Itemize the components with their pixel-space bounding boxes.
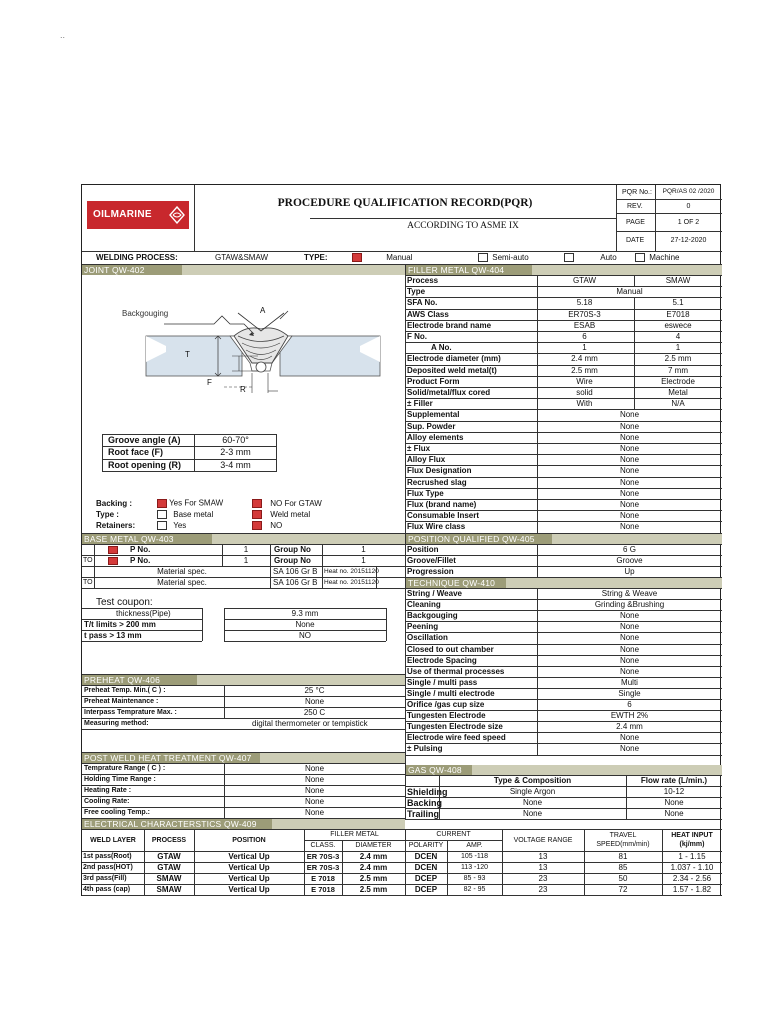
technique-row-value: EWTH 2% bbox=[610, 711, 649, 721]
date-value: 27-12-2020 bbox=[670, 237, 707, 244]
filler-row-label: ± Flux bbox=[407, 444, 431, 453]
interpass-temp-value: 250 C bbox=[303, 708, 326, 717]
preheat-maintenance-label: Preheat Maintenance : bbox=[84, 698, 159, 705]
filler-row-value: None bbox=[619, 444, 640, 453]
technique-row-label: ± Pulsing bbox=[407, 744, 443, 754]
position-section-header: POSITION QUALIFIED QW-405 bbox=[406, 534, 552, 544]
filler-row-gtaw: solid bbox=[576, 388, 593, 397]
voltage-cell: 23 bbox=[538, 874, 548, 883]
backing-label: Backing : bbox=[96, 499, 133, 508]
test-coupon-title: Test coupon: bbox=[96, 597, 153, 608]
filler-row-label: Sup. Powder bbox=[407, 421, 456, 431]
to-label-1: TO bbox=[83, 557, 93, 564]
technique-row-label: Oscillation bbox=[407, 633, 448, 643]
position-row-value: Groove bbox=[616, 556, 643, 565]
diameter-header: DIAMETER bbox=[355, 842, 392, 849]
logo-text: OILMARINE bbox=[93, 209, 152, 220]
pqr-document bbox=[81, 184, 721, 896]
technique-row-value: None bbox=[619, 622, 640, 632]
gas-backing-label: Backing bbox=[407, 798, 443, 808]
position-cell: Vertical Up bbox=[228, 874, 270, 883]
technique-row-value: Single bbox=[618, 688, 641, 698]
groove-angle-value: 60-70° bbox=[222, 435, 249, 445]
root-opening-value: 3-4 mm bbox=[220, 460, 251, 470]
class-cell: ER 70S-3 bbox=[306, 863, 340, 872]
heat-no-1: Heat no. 20151120 bbox=[324, 568, 379, 575]
filler-row-smaw: Metal bbox=[668, 388, 688, 397]
holding-time-label: Holding Time Range : bbox=[84, 776, 156, 783]
filler-row-label: Recrushed slag bbox=[407, 477, 467, 487]
root-face-label: Root face (F) bbox=[108, 447, 163, 457]
filler-row-smaw: 4 bbox=[675, 332, 681, 341]
unchecked-box-icon bbox=[157, 510, 167, 519]
filler-row-value: None bbox=[619, 500, 640, 509]
voltage-header: VOLTAGE RANGE bbox=[513, 837, 573, 844]
gas-backing-type: None bbox=[522, 798, 543, 807]
process-cell: GTAW bbox=[157, 863, 181, 872]
filler-row-smaw: Electrode bbox=[661, 376, 695, 386]
unchecked-box-icon bbox=[157, 521, 167, 530]
filler-row-gtaw: 2.5 mm bbox=[571, 365, 598, 375]
p-no-checked-icon bbox=[108, 557, 118, 565]
electrical-section-header: ELECTRICAL CHARACTERSTICS QW-409 bbox=[82, 819, 272, 829]
filler-row-label: AWS Class bbox=[407, 309, 449, 319]
document-title: PROCEDURE QUALIFICATION RECORD(PQR) bbox=[277, 197, 533, 209]
technique-row-value: Grinding &Brushing bbox=[594, 600, 665, 610]
p-no-value-2: 1 bbox=[243, 556, 249, 565]
filler-row-gtaw: 2.4 mm bbox=[571, 354, 598, 364]
filler-row-label: Electrode diameter (mm) bbox=[407, 354, 501, 364]
technique-row-value: None bbox=[619, 733, 640, 743]
position-header: POSITION bbox=[232, 837, 266, 844]
p-no-label-1: P No. bbox=[130, 545, 151, 554]
filler-row-label: Electrode brand name bbox=[407, 320, 492, 330]
technique-row-value: None bbox=[619, 611, 640, 621]
preheat-temp-label: Preheat Temp. Min.( C ) : bbox=[84, 687, 166, 694]
position-row-label: Progression bbox=[407, 567, 454, 576]
filler-row-label: Supplemental bbox=[407, 410, 460, 420]
preheat-maintenance-value: None bbox=[304, 697, 325, 706]
filler-row-label: Flux Type bbox=[407, 488, 444, 498]
technique-row-value: 2.4 mm bbox=[616, 722, 643, 732]
coupon-limits-label: T/t limits > 200 mm bbox=[84, 620, 156, 629]
material-spec-label-1: Material spec. bbox=[157, 567, 207, 576]
free-cooling-label: Free cooling Temp.: bbox=[84, 809, 150, 816]
position-row-value: 6 G bbox=[623, 545, 636, 554]
filler-row-gtaw: Wire bbox=[576, 376, 593, 386]
voltage-cell: 23 bbox=[538, 885, 548, 894]
type-machine[interactable]: Machine bbox=[635, 253, 679, 262]
filler-row-value: None bbox=[619, 432, 640, 442]
position-row-value: Up bbox=[624, 567, 635, 576]
welding-process-label: WELDING PROCESS: bbox=[96, 253, 178, 262]
filler-row-label: ± Filler bbox=[407, 399, 433, 409]
rev-label: REV. bbox=[627, 203, 643, 210]
pqr-no-value: PQR/AS 02 /2020 bbox=[662, 188, 715, 195]
page-value: 1 OF 2 bbox=[677, 219, 700, 226]
filler-row-label: Flux Wire class bbox=[407, 522, 466, 532]
filler-row-smaw: SMAW bbox=[665, 276, 691, 285]
joint-section-header: JOINT QW-402 bbox=[82, 265, 182, 275]
p-no-value-1: 1 bbox=[243, 545, 249, 554]
retainers-no[interactable]: NO bbox=[252, 521, 282, 530]
filler-row-value: None bbox=[619, 410, 640, 420]
pwht-temp-range-label: Temprature Range ( C ) : bbox=[84, 765, 166, 772]
travel-cell: 72 bbox=[618, 885, 628, 894]
process-header: PROCESS bbox=[151, 837, 187, 844]
travel-speed-header: SPEED(mm/min) bbox=[596, 841, 650, 848]
heat-no-2: Heat no. 20151120 bbox=[324, 579, 379, 586]
technique-row-value: None bbox=[619, 655, 640, 665]
filler-row-label: A No. bbox=[431, 343, 452, 353]
position-row-label: Groove/Fillet bbox=[407, 556, 456, 565]
travel-cell: 50 bbox=[618, 874, 628, 883]
unchecked-box-icon bbox=[635, 253, 645, 262]
filler-row-gtaw: With bbox=[576, 399, 593, 409]
filler-row-label: Consumable Insert bbox=[407, 511, 480, 521]
filler-row-value: None bbox=[619, 522, 640, 532]
filler-row-label: Alloy Flux bbox=[407, 455, 446, 465]
position-row-label: Position bbox=[407, 545, 439, 554]
material-spec-value-2: SA 106 Gr B bbox=[273, 578, 318, 587]
filler-row-gtaw: 6 bbox=[582, 332, 587, 341]
diameter-cell: 2.4 mm bbox=[359, 863, 388, 872]
retainers-yes[interactable]: Yes bbox=[157, 521, 186, 530]
material-spec-value-1: SA 106 Gr B bbox=[273, 567, 318, 576]
checked-box-icon bbox=[157, 499, 167, 508]
amp-cell: 105 -118 bbox=[460, 853, 489, 860]
technique-row-label: Backgouging bbox=[407, 611, 458, 621]
technique-row-value: 6 bbox=[627, 700, 632, 709]
technique-row-label: Cleaning bbox=[407, 600, 441, 610]
filler-row-label: Alloy elements bbox=[407, 432, 464, 442]
pwht-temp-range-value: None bbox=[304, 764, 325, 773]
filler-metal-header: FILLER METAL bbox=[330, 831, 379, 838]
cooling-rate-value: None bbox=[304, 797, 325, 806]
filler-row-smaw: 1 bbox=[675, 343, 681, 353]
technique-row-label: Closed to out chamber bbox=[407, 644, 494, 654]
process-cell: SMAW bbox=[156, 885, 182, 894]
margin-mark: .. bbox=[60, 30, 66, 40]
logo-emblem-icon bbox=[169, 206, 185, 224]
coupon-tpass-label: t pass > 13 mm bbox=[84, 631, 142, 640]
checked-box-icon bbox=[252, 499, 262, 508]
position-cell: Vertical Up bbox=[228, 885, 270, 894]
to-label-2: TO bbox=[83, 579, 93, 586]
technique-row-value: None bbox=[619, 644, 640, 654]
amp-cell: 113 -120 bbox=[460, 864, 489, 871]
filler-row-smaw: 7 mm bbox=[668, 365, 688, 375]
technique-row-label: Single / multi electrode bbox=[407, 688, 495, 698]
filler-row-gtaw: 5.18 bbox=[576, 298, 593, 308]
filler-row-smaw: E7018 bbox=[666, 309, 690, 319]
filler-row-value: None bbox=[619, 488, 640, 498]
preheat-temp-value: 25 °C bbox=[304, 686, 325, 695]
base-metal-section-header: BASE METAL QW-403 bbox=[82, 534, 212, 544]
p-no-checked-icon bbox=[108, 546, 118, 554]
technique-row-label: String / Weave bbox=[407, 589, 462, 598]
measuring-method-label: Measuring method: bbox=[84, 720, 149, 727]
filler-row-smaw: 5.1 bbox=[672, 298, 684, 308]
filler-row-gtaw: 1 bbox=[582, 343, 587, 353]
polarity-cell: DCEP bbox=[414, 885, 438, 894]
technique-row-label: Use of thermal processes bbox=[407, 666, 505, 676]
gas-trailing-label: Trailing bbox=[407, 809, 440, 819]
filler-row-gtaw: GTAW bbox=[572, 276, 597, 285]
amp-cell: 82 - 95 bbox=[463, 886, 486, 893]
heat-input-unit-header: (kj/mm) bbox=[679, 841, 705, 848]
polarity-cell: DCEN bbox=[414, 852, 438, 861]
checked-box-icon bbox=[252, 510, 262, 519]
page-label: PAGE bbox=[626, 219, 645, 226]
filler-row-label: SFA No. bbox=[407, 298, 438, 308]
group-no-label-2: Group No bbox=[274, 556, 311, 565]
coupon-thickness-value: 9.3 mm bbox=[291, 609, 319, 618]
voltage-cell: 13 bbox=[538, 852, 548, 861]
dim-a-label: A bbox=[260, 306, 266, 315]
p-no-label-2: P No. bbox=[130, 556, 151, 565]
dim-t-label: T bbox=[185, 350, 190, 359]
heat-input-cell: 1.037 - 1.10 bbox=[670, 863, 714, 872]
type-base-metal[interactable]: Base metal bbox=[157, 510, 213, 519]
filler-row-label: Flux (brand name) bbox=[407, 500, 477, 509]
heat-input-cell: 2.34 - 2.56 bbox=[672, 874, 712, 883]
filler-row-smaw: N/A bbox=[671, 399, 685, 409]
filler-row-smaw: eswece bbox=[664, 320, 692, 330]
class-cell: E 7018 bbox=[311, 874, 335, 883]
gas-shielding-flow: 10-12 bbox=[663, 787, 685, 796]
filler-row-value: None bbox=[619, 455, 640, 465]
unchecked-box-icon bbox=[564, 253, 574, 262]
class-cell: E 7018 bbox=[311, 885, 335, 894]
filler-row-value: None bbox=[619, 421, 640, 431]
amp-header: AMP. bbox=[466, 842, 483, 849]
type-semi-auto[interactable]: Semi-auto bbox=[478, 253, 529, 262]
backing-yes-smaw[interactable]: Yes For SMAW bbox=[157, 499, 223, 508]
polarity-cell: DCEP bbox=[414, 874, 438, 883]
coupon-tpass-value: NO bbox=[299, 631, 311, 640]
dim-r-label: R bbox=[240, 385, 246, 394]
company-logo bbox=[87, 201, 189, 229]
polarity-header: POLARITY bbox=[408, 842, 444, 849]
position-cell: Vertical Up bbox=[228, 852, 270, 861]
filler-metal-section-header: FILLER METAL QW-404 bbox=[406, 265, 532, 275]
root-face-value: 2-3 mm bbox=[220, 447, 251, 457]
checked-box-icon bbox=[352, 253, 362, 262]
cooling-rate-label: Cooling Rate: bbox=[84, 798, 130, 805]
checked-box-icon bbox=[252, 521, 262, 530]
gas-shielding-type: Single Argon bbox=[509, 787, 556, 796]
pwht-section-header: POST WELD HEAT TREATMENT QW-407 bbox=[82, 753, 260, 763]
filler-row-label: Solid/metal/flux cored bbox=[407, 388, 491, 397]
measuring-method-value: digital thermometer or tempistick bbox=[252, 719, 368, 728]
diameter-cell: 2.4 mm bbox=[359, 852, 388, 861]
heat-input-header: HEAT INPUT bbox=[671, 832, 713, 839]
technique-row-label: Orifice /gas cup size bbox=[407, 700, 485, 709]
gas-shielding-label: Shielding bbox=[407, 787, 448, 797]
technique-row-label: Single / multi pass bbox=[407, 677, 478, 687]
backing-no-gtaw[interactable]: NO For GTAW bbox=[252, 499, 322, 508]
type-manual[interactable]: Manual bbox=[352, 253, 412, 262]
group-no-value-1: 1 bbox=[361, 545, 366, 554]
process-cell: GTAW bbox=[157, 852, 181, 861]
diameter-cell: 2.5 mm bbox=[359, 885, 388, 894]
material-spec-label-2: Material spec. bbox=[157, 578, 207, 587]
welding-process-value: GTAW&SMAW bbox=[215, 253, 269, 262]
weld-layer-cell: 4th pass (cap) bbox=[83, 886, 131, 893]
gas-type-header: Type & Composition bbox=[493, 776, 572, 785]
unchecked-box-icon bbox=[478, 253, 488, 262]
filler-row-gtaw: ER70S-3 bbox=[568, 309, 601, 319]
pqr-no-label: PQR No.: bbox=[622, 189, 652, 196]
travel-cell: 81 bbox=[618, 852, 628, 861]
heat-input-cell: 1.57 - 1.82 bbox=[672, 885, 712, 894]
interpass-temp-label: Interpass Temprature Max. : bbox=[84, 709, 177, 716]
gas-section-header: GAS QW-408 bbox=[406, 765, 472, 775]
heat-input-cell: 1 - 1.15 bbox=[678, 852, 706, 861]
technique-row-label: Tungesten Electrode size bbox=[407, 722, 503, 732]
type-weld-metal[interactable]: Weld metal bbox=[252, 510, 310, 519]
weld-layer-cell: 1st pass(Root) bbox=[83, 853, 132, 860]
gas-flow-header: Flow rate (L/min.) bbox=[640, 776, 708, 785]
filler-row-label: Flux Designation bbox=[407, 466, 472, 476]
technique-row-label: Tungesten Electrode bbox=[407, 711, 486, 721]
technique-row-value: None bbox=[619, 744, 640, 754]
filler-row-label: Type bbox=[407, 287, 426, 297]
root-opening-label: Root opening (R) bbox=[108, 460, 181, 470]
position-cell: Vertical Up bbox=[228, 863, 270, 872]
retainers-label: Retainers: bbox=[96, 521, 136, 530]
type-label: TYPE: bbox=[304, 253, 328, 262]
filler-row-value: None bbox=[619, 511, 640, 521]
amp-cell: 85 - 93 bbox=[463, 875, 486, 882]
coupon-thickness-label: thickness(Pipe) bbox=[116, 609, 171, 618]
filler-row-value: None bbox=[619, 466, 640, 476]
group-no-value-2: 1 bbox=[361, 556, 366, 565]
filler-row-value: None bbox=[619, 477, 640, 487]
technique-section-header: TECHNIQUE QW-410 bbox=[406, 578, 506, 588]
groove-angle-label: Groove angle (A) bbox=[108, 435, 181, 445]
polarity-cell: DCEN bbox=[414, 863, 438, 872]
group-no-label-1: Group No bbox=[274, 545, 311, 554]
current-header: CURRENT bbox=[436, 831, 471, 838]
weld-layer-cell: 3rd pass(Fill) bbox=[83, 875, 127, 882]
diameter-cell: 2.5 mm bbox=[359, 874, 388, 883]
filler-row-value: Manual bbox=[616, 287, 643, 297]
rev-value: 0 bbox=[686, 203, 691, 210]
technique-row-value: None bbox=[619, 633, 640, 643]
filler-row-label: Deposited weld metal(t) bbox=[407, 365, 497, 375]
technique-row-label: Electrode Spacing bbox=[407, 655, 477, 665]
weld-layer-header: WELD LAYER bbox=[90, 837, 136, 844]
class-header: CLASS. bbox=[310, 842, 336, 849]
type-auto[interactable]: Auto bbox=[564, 253, 617, 262]
gas-trailing-flow: None bbox=[664, 809, 684, 818]
gas-backing-flow: None bbox=[664, 798, 684, 807]
class-cell: ER 70S-3 bbox=[306, 852, 340, 861]
technique-row-value: String & Weave bbox=[601, 589, 658, 598]
backgouging-label: Backgouging bbox=[122, 309, 169, 318]
travel-header: TRAVEL bbox=[609, 832, 637, 839]
filler-row-label: Product Form bbox=[407, 376, 460, 386]
holding-time-value: None bbox=[304, 775, 325, 784]
gas-trailing-type: None bbox=[522, 809, 543, 818]
technique-row-value: None bbox=[619, 666, 640, 676]
technique-row-label: Electrode wire feed speed bbox=[407, 733, 506, 743]
filler-row-smaw: 2.5 mm bbox=[664, 354, 692, 364]
process-cell: SMAW bbox=[156, 874, 182, 883]
filler-row-label: Process bbox=[407, 276, 439, 285]
backing-type-label: Type : bbox=[96, 510, 119, 519]
preheat-section-header: PREHEAT QW-406 bbox=[82, 675, 197, 685]
document-subtitle: ACCORDING TO ASME IX bbox=[407, 221, 519, 231]
free-cooling-value: None bbox=[304, 808, 325, 817]
dim-f-label: F bbox=[207, 378, 212, 387]
date-label: DATE bbox=[626, 237, 645, 244]
heating-rate-label: Heating Rate : bbox=[84, 787, 132, 794]
technique-row-label: Peening bbox=[407, 622, 439, 632]
weld-layer-cell: 2nd pass(HOT) bbox=[83, 864, 133, 871]
technique-row-value: Multi bbox=[621, 677, 638, 687]
heating-rate-value: None bbox=[304, 786, 325, 795]
travel-cell: 85 bbox=[618, 863, 628, 872]
voltage-cell: 13 bbox=[538, 863, 548, 872]
filler-row-label: F No. bbox=[407, 332, 427, 341]
coupon-limits-value: None bbox=[295, 620, 315, 629]
filler-row-gtaw: ESAB bbox=[573, 320, 596, 330]
